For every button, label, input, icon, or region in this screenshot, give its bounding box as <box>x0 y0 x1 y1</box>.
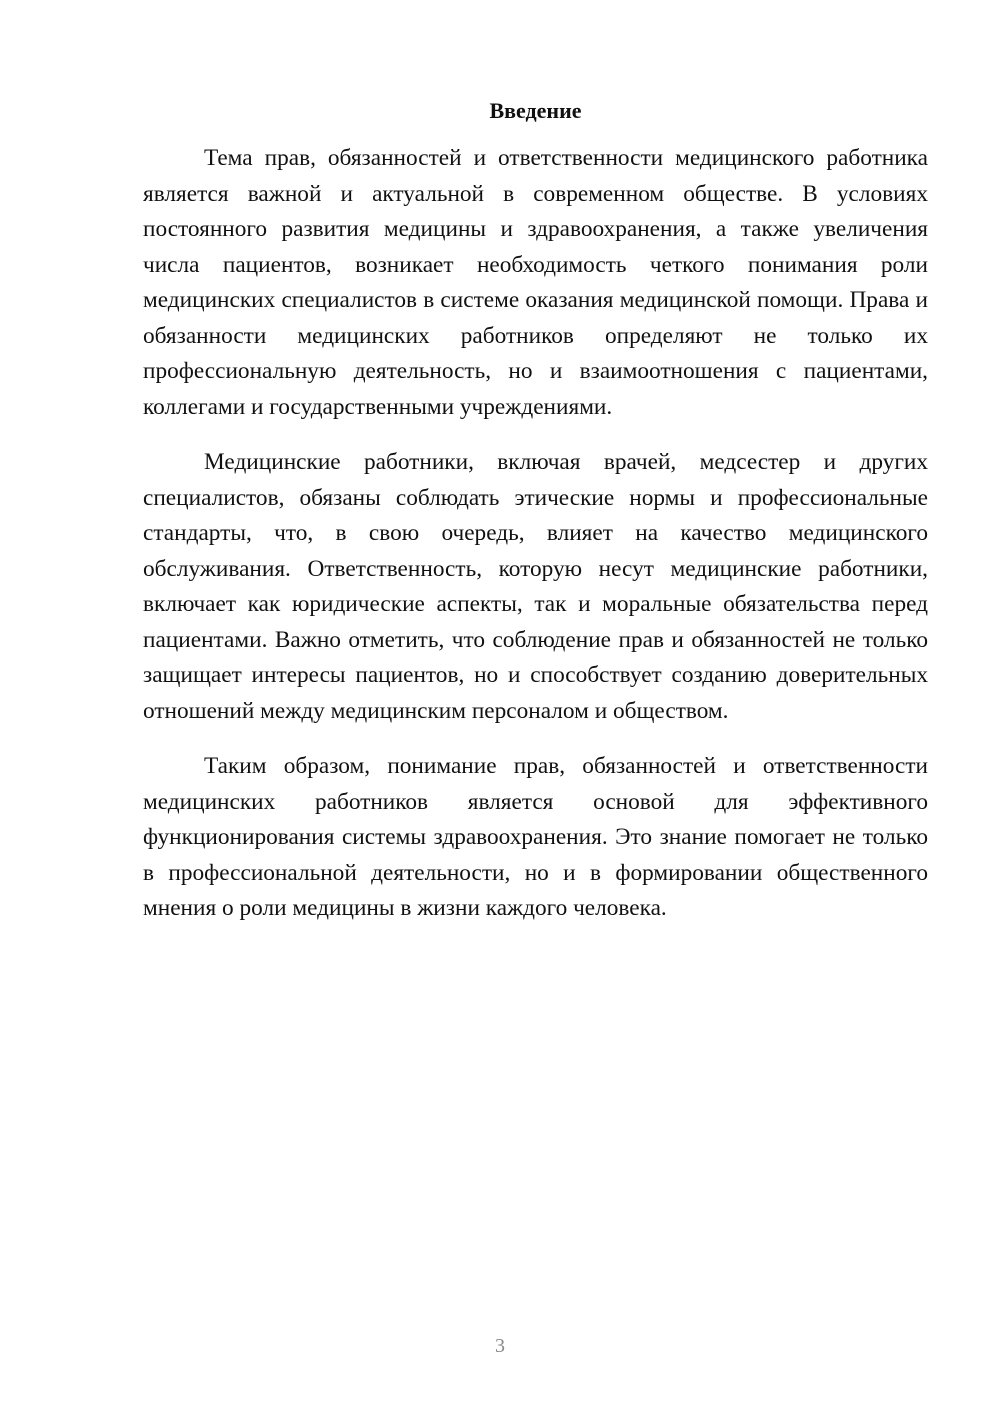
section-title: Введение <box>489 98 582 123</box>
paragraph-1: Тема прав, обязанностей и ответственности медицинского работника является важной и актуальной в современном обществе. В условиях постоянного развития медицины и здравоохранения, а также увеличения числа пациентов, возникает необходимость четкого понимания роли медицинских специалистов в системе оказания медицинской помощи. Права и обязанности медицинских работников определяют не только их профессиональную деятельность, но и взаимоотношения с пациентами, коллегами и государственными учреждениями. <box>143 145 928 420</box>
paragraph-2: Медицинские работники, включая врачей, медсестер и других специалистов, обязаны соблюдать этические нормы и профессиональные стандарты, что, в свою очередь, влияет на качество медицинского обслуживания. Ответственность, которую несут медицинские работники, включает как юридические аспекты, так и моральные обязательства перед пациентами. Важно отметить, что соблюдение прав и обязанностей не только защищает интересы пациентов, но и способствует созданию доверительных отношений между медицинским персоналом и обществом. <box>143 449 928 724</box>
page-number: 3 <box>495 1335 505 1357</box>
body-text <box>143 141 928 947</box>
paragraph-3: Таким образом, понимание прав, обязанностей и ответственности медицинских работников является основой для эффективного функционирования системы здравоохранения. Это знание помогает не только в профессиональной деятельности, но и в формировании общественного мнения о роли медицины в жизни каждого человека. <box>143 753 928 921</box>
